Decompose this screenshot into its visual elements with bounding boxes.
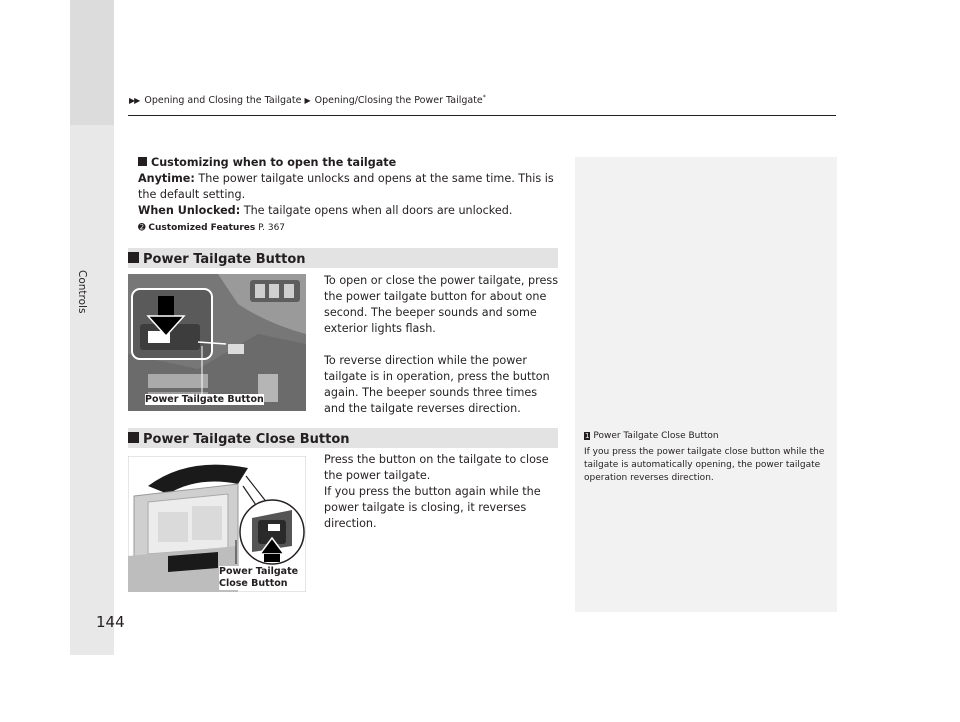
side-note-panel <box>575 157 837 612</box>
button-description <box>324 273 560 417</box>
button-para-1: To open or close the power tailgate, press the power tailgate button for about one second. The beeper sounds and some exterior lights flash. <box>324 274 559 335</box>
square-bullet-icon <box>128 252 139 263</box>
breadcrumb-arrow-icon: ▶ <box>304 96 310 106</box>
close-button-description <box>324 452 560 532</box>
anytime-paragraph: Anytime: The power tailgate unlocks and opens at the same time. This is the default setting. <box>138 172 554 201</box>
close-button-caption: Power Tailgate Close Button <box>219 566 299 589</box>
section-title: Power Tailgate Close Button <box>128 432 350 447</box>
cross-reference[interactable]: ➋ Customized Features P. 367 <box>138 223 286 233</box>
breadcrumb-part-1[interactable]: Opening and Closing the Tailgate <box>144 95 302 107</box>
section-header-close-button <box>128 428 558 448</box>
close-para-2: If you press the button again while the power tailgate is closing, it reverses direction. <box>324 485 541 530</box>
section-header-button <box>128 248 558 268</box>
breadcrumb-marker: * <box>482 94 486 101</box>
page-number: 144 <box>96 613 125 631</box>
customize-heading: Customizing when to open the tailgate <box>138 155 558 171</box>
xref-arrow-icon: ➋ <box>138 223 146 233</box>
breadcrumb-part-2[interactable]: Opening/Closing the Power Tailgate <box>314 95 483 107</box>
side-tab-block <box>70 0 114 125</box>
side-note-title: 1 Power Tailgate Close Button <box>585 431 719 441</box>
breadcrumb-arrow-icon: ▶▶ <box>129 96 140 106</box>
square-bullet-icon <box>138 157 147 166</box>
button-caption: Power Tailgate Button <box>145 394 264 405</box>
customize-section <box>138 155 558 235</box>
header-rule <box>128 115 836 116</box>
side-tab-label: Controls <box>76 270 88 314</box>
unlocked-paragraph: When Unlocked: The tailgate opens when all doors are unlocked. <box>138 204 513 217</box>
breadcrumb <box>129 94 486 106</box>
power-tailgate-button-illustration <box>128 274 306 411</box>
side-note-text: If you press the power tailgate close button while the tailgate is automatically opening, the power tailgate operation reverses direction. <box>584 447 825 483</box>
section-title: Power Tailgate Button <box>128 252 306 267</box>
square-bullet-icon <box>128 432 139 443</box>
side-tab-strip <box>70 125 114 655</box>
note-marker-icon: 1 <box>585 432 590 440</box>
button-para-2: To reverse direction while the power tailgate is in operation, press the button again. The beeper sounds three times and the tailgate reverses direction. <box>324 354 550 415</box>
close-para-1: Press the button on the tailgate to close the power tailgate. <box>324 453 549 482</box>
